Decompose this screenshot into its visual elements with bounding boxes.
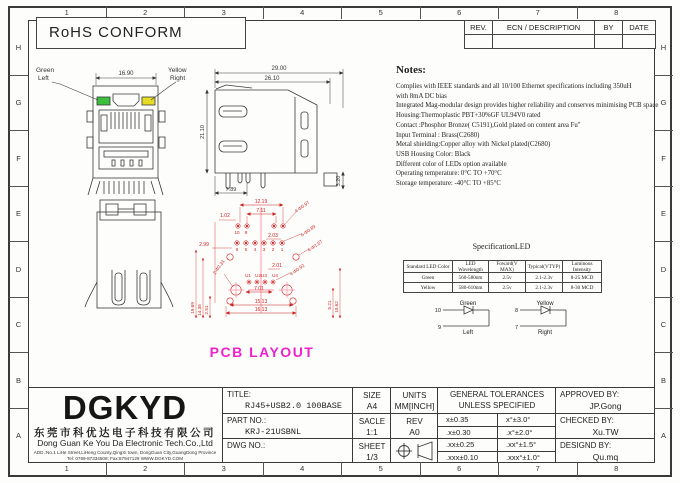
- zone-letters-left: H G F E D C B A: [9, 20, 28, 463]
- side-dim-tail: 3.20: [336, 175, 342, 187]
- note-line: Different color of LEDs option available: [396, 160, 507, 168]
- pcb-layout-drawing: [190, 199, 340, 360]
- rev-value: A0: [409, 427, 420, 437]
- led-circuit-green-pin-bottom: 9: [437, 325, 441, 331]
- sheet-cell: [353, 438, 391, 463]
- size-column: [352, 388, 390, 463]
- tolerance-cell: .xxx±0.10: [438, 451, 497, 464]
- pcb-pin-9: 9: [244, 230, 248, 235]
- checked-by-label: CHECKED BY:: [560, 416, 614, 425]
- pcb-holes-0-92: 4-Φ0.92: [288, 262, 306, 277]
- pcb-pin-6: 6: [235, 247, 239, 252]
- led-circuit-yellow-pin-top: 8: [514, 308, 518, 314]
- note-line: Input Terminal : Brass(C2680): [396, 131, 480, 139]
- side-dim-total: 29.00: [271, 66, 287, 72]
- units-column: [390, 388, 437, 463]
- pcb-pin-5: 5: [244, 247, 248, 252]
- tolerance-cell: .x°±2.0°: [497, 426, 556, 439]
- title-value: RJ45+USB2.0 100BASE: [245, 401, 342, 411]
- rear-view-drawing: [85, 200, 173, 308]
- pcb-pin-3: 3: [262, 247, 266, 252]
- pcb-dim-1-02: 1.02: [220, 213, 230, 219]
- part-no-value: KRJ-21USBNL: [245, 427, 302, 437]
- projection-symbol-cell: [391, 438, 438, 463]
- green-led-window: [97, 97, 110, 105]
- green-led-label: Green: [36, 67, 55, 74]
- led-circuit-yellow-pin-bottom: 7: [514, 325, 518, 331]
- pcb-usb-u1: U1: [245, 273, 251, 278]
- revision-table: [464, 20, 656, 49]
- designed-by-cell: [556, 438, 655, 463]
- tolerance-cell: .xxx°±1.0°: [497, 451, 556, 464]
- dwg-no-cell: [223, 438, 353, 463]
- sheet-label: SHEET: [358, 442, 386, 451]
- scale-label: SACLE: [358, 417, 386, 426]
- approved-by-cell: [556, 388, 655, 413]
- side-dim-height: 21.10: [200, 125, 206, 139]
- company-contact: Tel: 0769-87334508; Fax:87947129 WWW.DGKYD.COM: [66, 456, 184, 461]
- tolerance-cell: x±0.35: [438, 413, 497, 426]
- note-line: USB Housing Color: Black: [396, 150, 471, 158]
- pcb-dim-10-62: 10.62: [334, 301, 339, 313]
- pcb-holes-0-89: 6-Φ0.89: [299, 223, 317, 238]
- sheet-value: 1/3: [366, 452, 378, 462]
- part-no-label: PART NO.:: [227, 416, 267, 425]
- size-value: A4: [366, 401, 378, 411]
- size-label: SIZE: [363, 391, 381, 400]
- led-circuit-yellow-name: Yellow: [536, 301, 554, 307]
- part-no-cell: [223, 413, 353, 438]
- note-line: Operating temperature: 0°C TO +70°C: [396, 170, 502, 178]
- title-label: TITLE:: [227, 390, 252, 399]
- pcb-pin-4: 4: [253, 247, 257, 252]
- company-logo: DGKYD: [62, 389, 188, 426]
- rev-label: REV: [406, 417, 423, 426]
- tolerance-cell: .xx°±1.5°: [497, 438, 556, 451]
- tolerance-cell: .x±0.30: [438, 426, 497, 439]
- title-block: [28, 387, 654, 462]
- dwg-no-label: DWG NO.:: [227, 441, 266, 450]
- pcb-dim-7-11: 7.11: [256, 208, 266, 214]
- pcb-dim-5-21: 5.21: [327, 300, 332, 310]
- units-cell: [391, 388, 438, 413]
- checked-by-cell: [556, 413, 655, 438]
- ecn-description-col-header: ECN / DESCRIPTION: [493, 21, 595, 34]
- led-spec-title: SpecificationLED: [472, 242, 531, 251]
- led-spec-row-yellow: Yellow 580-610nm 2.5v 2.1-2.3v 8-30 MCD: [404, 282, 601, 292]
- designed-by-value: Qu.mq: [592, 452, 619, 462]
- side-dim-body: 26.10: [264, 76, 280, 82]
- rohs-conform-stamp: RoHS CONFORM: [36, 17, 246, 49]
- scale-value: 1:1: [366, 427, 378, 437]
- pcb-dim-15-13: 15.13: [254, 299, 268, 305]
- first-angle-projection-icon: [393, 440, 437, 462]
- tolerances-header-line2: UNLESS SPECIFIED: [458, 401, 536, 410]
- front-width-dim: 16.90: [118, 71, 134, 77]
- led-spec-row-green: Green 560-580nm 2.5v 2.1-2.3v 8-25 MCD: [404, 272, 601, 282]
- size-cell: [353, 388, 391, 413]
- pcb-layout-caption: PCB LAYOUT: [209, 344, 315, 360]
- usb-opening: [99, 147, 153, 169]
- pcb-dim-2-51: 2.51: [204, 305, 209, 315]
- led-circuit-green-pin-top: 10: [434, 308, 441, 314]
- title-cell: [223, 388, 353, 413]
- tolerance-cell: x°±3.0°: [497, 413, 556, 426]
- front-view-drawing: [36, 67, 187, 195]
- pcb-pin-1: 1: [280, 247, 284, 252]
- pcb-holes-1-57: 4-Φ1.57: [306, 238, 324, 253]
- led-circuit-yellow-side: Right: [537, 330, 553, 336]
- zone-numbers-top: 1 2 3 4 5 6 7 8: [28, 6, 655, 19]
- pcb-dim-7-01: 7.01: [254, 286, 264, 292]
- pcb-dim-14-35: 14.35: [197, 304, 202, 316]
- led-spec-header-row: Standard LED Color LED Wavelength Foward(V MAX) Typical(VTYP) Luminous Intensity: [404, 261, 601, 272]
- tolerance-cell: .xx±0.25: [438, 438, 497, 451]
- note-line: with 8mA DC bias: [396, 92, 447, 100]
- pcb-dim-12-19: 12.19: [254, 199, 268, 205]
- pcb-usb-u4: U4: [272, 273, 278, 278]
- led-circuit-green-side: Left: [462, 330, 474, 336]
- document-id-column: [222, 388, 352, 463]
- pcb-dim-16-13: 16.13: [254, 307, 268, 313]
- pcb-holes-0-97: 4-Φ0.97: [293, 199, 311, 214]
- rev-col-header: REV.: [465, 21, 493, 34]
- company-name-cn: 东莞市科优达电子科技有限公司: [34, 427, 216, 439]
- pcb-dim-19-69: 19.69: [190, 302, 195, 314]
- tolerances-header-line1: GENERAL TOLERANCES: [449, 390, 545, 399]
- revision-table-header: [465, 21, 655, 34]
- designed-by-label: DESIGND BY:: [560, 441, 612, 450]
- zone-letters-right: H G F E D C B A: [654, 20, 673, 463]
- pcb-pin-10: 10: [234, 230, 240, 235]
- units-value: MM[INCH]: [394, 401, 435, 411]
- zone-numbers-bottom: 1 2 3 4 5 6 7 8: [28, 462, 655, 476]
- checked-by-value: Xu.TW: [592, 427, 619, 437]
- note-line: Storage temperature: -40°C TO +85°C: [396, 180, 501, 188]
- pcb-usb-u2u3: U2U3: [255, 273, 267, 278]
- pcb-dim-2-99: 2.99: [199, 242, 209, 248]
- pcb-pin-2: 2: [271, 247, 275, 252]
- note-line: Integrated Mag-modular design provides higher reliability and conserves minimising PCB space: [396, 102, 659, 110]
- note-line: Metal shielding:Copper alloy with Nickel plated(C2680): [396, 141, 551, 149]
- led-circuit-yellow: [515, 301, 566, 336]
- rev-cell: [391, 413, 438, 438]
- pcb-holes-2-31: 2-Φ2.31: [211, 258, 226, 276]
- note-line: Complies with IEEE standards and all 10/100 Ethernet specifications including 350uH: [396, 83, 632, 90]
- side-view-drawing: [200, 66, 343, 196]
- approved-by-value: JP.Gong: [589, 401, 622, 411]
- note-line: Housing:Thermoplastic PBT+30%GF UL94V0 rated: [396, 112, 541, 120]
- side-dim-front: 7.89: [225, 187, 237, 193]
- yellow-led-label: Yellow: [168, 67, 187, 74]
- units-label: UNITS: [402, 391, 427, 400]
- led-circuit-green-name: Green: [459, 301, 477, 307]
- green-led-position-label: Left: [38, 75, 49, 82]
- scale-cell: [353, 413, 391, 438]
- tolerances-column: [437, 388, 555, 463]
- by-col-header: BY: [595, 21, 623, 34]
- led-circuit-green: [435, 301, 489, 336]
- approvals-column: [555, 388, 654, 463]
- revision-table-empty-row: [465, 34, 655, 48]
- pcb-dim-2-01: 2.01: [272, 263, 282, 269]
- company-address: ADD.:No.1 LiHe Street,LiHeng County,QingXi town, DongGuan City,GuangDong Province: [33, 450, 217, 455]
- approved-by-label: APPROVED BY:: [560, 390, 620, 399]
- note-line: Contact :Phosphor Bronze( C5191),Gold plated on content area Fu": [396, 121, 581, 129]
- company-name-en: Dong Guan Ke You Da Electronic Tech.Co.,Ltd: [37, 438, 213, 448]
- pcb-dim-2-03: 2.03: [268, 233, 278, 239]
- company-panel: [28, 388, 222, 463]
- date-col-header: DATE: [629, 23, 649, 32]
- yellow-led-position-label: Right: [170, 75, 186, 82]
- notes-title: Notes:: [396, 64, 426, 76]
